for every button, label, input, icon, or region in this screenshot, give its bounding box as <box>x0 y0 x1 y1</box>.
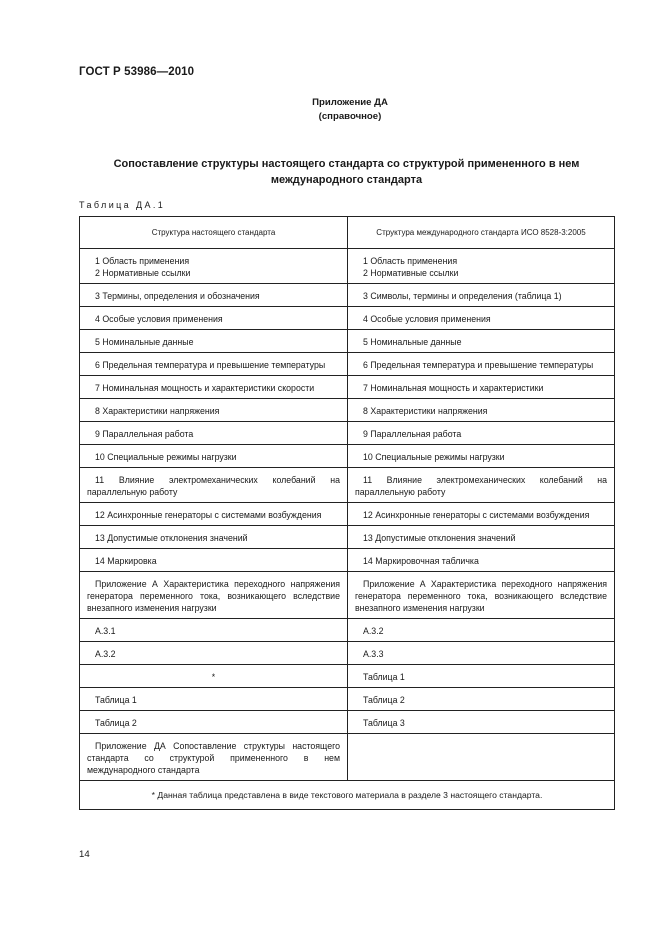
table-row <box>80 688 615 711</box>
table-row <box>80 503 615 526</box>
header-left: Структура настоящего стандарта <box>80 217 348 249</box>
cell-text: 6 Предельная температура и превышение температуры <box>363 360 594 370</box>
cell-text: 5 Номинальные данные <box>363 337 462 347</box>
cell-text: 6 Предельная температура и превышение температуры <box>95 360 326 370</box>
cell-right <box>348 734 615 781</box>
cell-right <box>348 642 615 665</box>
cell-left <box>80 572 348 619</box>
cell-text: Приложение ДА Сопоставление структуры настоящего стандарта со структурой примененного в нем международного стандарта <box>87 741 340 775</box>
cell-text: 8 Характеристики напряжения <box>363 406 488 416</box>
cell-text: 11 Влияние электромеханических колебаний на параллельную работу <box>87 475 340 497</box>
cell-text: 7 Номинальная мощность и характеристики <box>363 383 544 393</box>
cell-left <box>80 734 348 781</box>
cell-left <box>80 549 348 572</box>
cell-right <box>348 353 615 376</box>
table-row <box>80 526 615 549</box>
cell-left <box>80 688 348 711</box>
cell-text: 4 Особые условия применения <box>363 314 491 324</box>
cell-right <box>348 526 615 549</box>
main-title-line-2: международного стандарта <box>270 174 423 186</box>
appendix-subtitle: (справочное) <box>318 111 382 122</box>
cell-right <box>348 549 615 572</box>
cell-text: Приложение А Характеристика переходного напряжения генератора переменного тока, возникающего вследствие внезапного изменения нагрузки <box>87 579 340 613</box>
cell-text: 12 Асинхронные генераторы с системами возбуждения <box>363 510 590 520</box>
table-row <box>80 376 615 399</box>
cell-text: 13 Допустимые отклонения значений <box>95 533 248 543</box>
cell-right <box>348 688 615 711</box>
table-row <box>80 711 615 734</box>
cell-left <box>80 307 348 330</box>
table-row <box>80 642 615 665</box>
table-row <box>80 468 615 503</box>
table-row <box>80 549 615 572</box>
cell-text: 3 Термины, определения и обозначения <box>95 291 260 301</box>
table-row <box>80 422 615 445</box>
table-row <box>80 734 615 781</box>
cell-left <box>80 642 348 665</box>
cell-left <box>80 284 348 307</box>
cell-right <box>348 422 615 445</box>
cell-text: Таблица 1 <box>95 695 137 705</box>
cell-left <box>80 665 348 688</box>
document-code: ГОСТ Р 53986—2010 <box>79 66 195 78</box>
cell-text: Таблица 2 <box>95 718 137 728</box>
cell-right <box>348 376 615 399</box>
cell-left <box>80 353 348 376</box>
cell-left <box>80 399 348 422</box>
table-row <box>80 445 615 468</box>
cell-right <box>348 445 615 468</box>
cell-text: 7 Номинальная мощность и характеристики скорости <box>95 383 315 393</box>
cell-right <box>348 399 615 422</box>
table-row <box>80 572 615 619</box>
cell-right <box>348 619 615 642</box>
cell-left <box>80 376 348 399</box>
footnote-marker: * <box>211 672 216 682</box>
page-number: 14 <box>79 849 90 860</box>
cell-text: А.3.2 <box>95 649 116 659</box>
cell-text: А.3.1 <box>95 626 116 636</box>
cell-text: 14 Маркировочная табличка <box>363 556 479 566</box>
cell-right <box>348 330 615 353</box>
cell-left <box>80 526 348 549</box>
cell-text: 13 Допустимые отклонения значений <box>363 533 516 543</box>
cell-text: 10 Специальные режимы нагрузки <box>363 452 505 462</box>
cell-text: 9 Параллельная работа <box>363 429 462 439</box>
cell-text: 14 Маркировка <box>95 556 157 566</box>
appendix-heading <box>0 96 661 124</box>
table-row <box>80 619 615 642</box>
cell-text: 5 Номинальные данные <box>95 337 194 347</box>
table-label: Таблица ДА.1 <box>79 200 166 210</box>
cell-left <box>80 619 348 642</box>
main-title <box>79 156 614 188</box>
cell-line: 1 Область применения <box>363 256 458 266</box>
cell-right <box>348 307 615 330</box>
main-title-line-1: Сопоставление структуры настоящего стандарта со структурой примененного в нем <box>113 158 580 170</box>
cell-line: 2 Нормативные ссылки <box>95 268 191 278</box>
cell-text: Таблица 1 <box>363 672 405 682</box>
cell-line: 1 Область применения <box>95 256 190 266</box>
cell-text: Приложение А Характеристика переходного напряжения генератора переменного тока, возникающего вследствие внезапного изменения нагрузки <box>355 579 607 613</box>
cell-text: 10 Специальные режимы нагрузки <box>95 452 237 462</box>
cell-right <box>348 503 615 526</box>
cell-line: 2 Нормативные ссылки <box>363 268 459 278</box>
cell-text: А.3.3 <box>363 649 384 659</box>
cell-left <box>80 503 348 526</box>
table-row <box>80 284 615 307</box>
appendix-title: Приложение ДА <box>312 97 388 108</box>
cell-left <box>80 711 348 734</box>
cell-right <box>348 711 615 734</box>
cell-text: Таблица 3 <box>363 718 405 728</box>
cell-text: 9 Параллельная работа <box>95 429 194 439</box>
cell-text: 11 Влияние электромеханических колебаний на параллельную работу <box>355 475 607 497</box>
cell-left <box>80 445 348 468</box>
table-footnote: * Данная таблица представлена в виде текстового материала в разделе 3 настоящего стандарта. <box>80 781 615 810</box>
table-footnote-row <box>80 781 615 810</box>
cell-right <box>348 284 615 307</box>
table-row <box>80 249 615 284</box>
header-right: Структура международного стандарта ИСО 8528-3:2005 <box>348 217 615 249</box>
table-row <box>80 665 615 688</box>
cell-right <box>348 665 615 688</box>
cell-text: 12 Асинхронные генераторы с системами возбуждения <box>95 510 322 520</box>
table-row <box>80 330 615 353</box>
comparison-table <box>79 216 615 810</box>
cell-right <box>348 572 615 619</box>
cell-text <box>355 734 607 744</box>
cell-text: 4 Особые условия применения <box>95 314 223 324</box>
table-row <box>80 353 615 376</box>
cell-text: А.3.2 <box>363 626 384 636</box>
cell-text: Таблица 2 <box>363 695 405 705</box>
table-row <box>80 399 615 422</box>
cell-left <box>80 468 348 503</box>
table-row <box>80 307 615 330</box>
cell-left <box>80 249 348 284</box>
cell-left <box>80 422 348 445</box>
cell-left <box>80 330 348 353</box>
cell-right <box>348 468 615 503</box>
cell-right <box>348 249 615 284</box>
table-header-row <box>80 217 615 249</box>
cell-text: 3 Символы, термины и определения (таблица 1) <box>363 291 562 301</box>
cell-text: 8 Характеристики напряжения <box>95 406 220 416</box>
